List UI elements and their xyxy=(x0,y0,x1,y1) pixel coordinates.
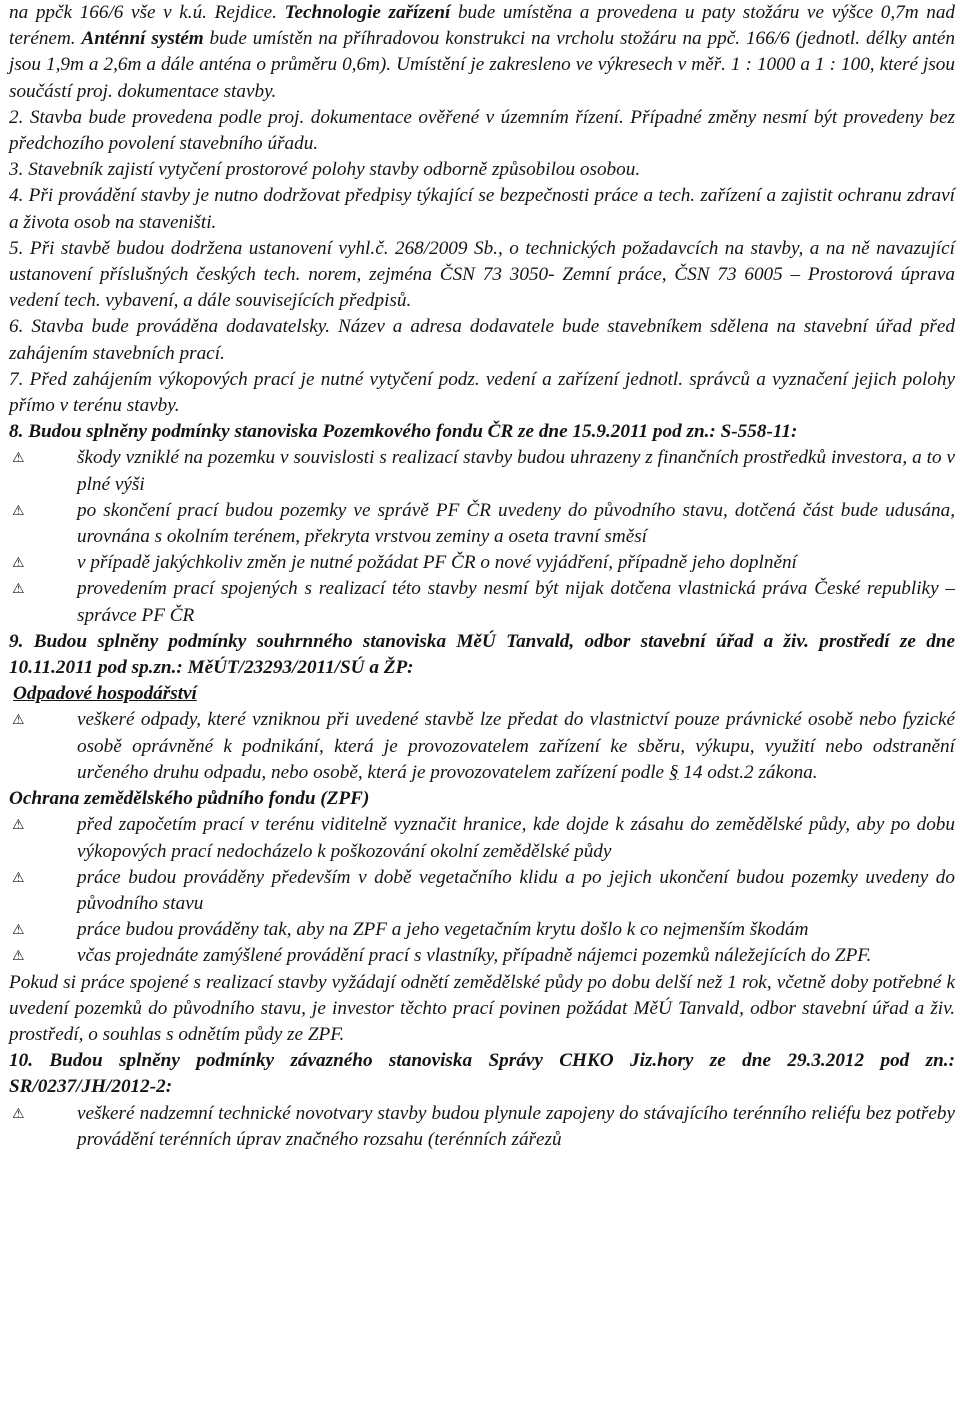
zpf-bullet-list xyxy=(9,812,955,969)
list-item-text: veškeré nadzemní technické novotvary stavby budou plynule zapojeny do stávajícího terénního reliéfu bez potřeby provádění terénních úprav značného rozsahu (terénních zářezů xyxy=(77,1102,955,1150)
document-page xyxy=(9,0,955,1153)
section-sign-link[interactable]: § xyxy=(668,761,679,783)
intro-text-bold: Anténní systém xyxy=(81,28,204,50)
list-item-text: včas projednáte zamýšlené provádění prací s vlastníky, případně nájemci pozemků náležejících do ZPF. xyxy=(77,945,872,967)
bullet-icon: ⚠ xyxy=(12,712,25,729)
condition-item-10-title: 10. Budou splněny podmínky závazného stanoviska Správy CHKO Jiz.hory ze dne 29.3.2012 pod zn.: SR/0237/JH/2012-2: xyxy=(9,1050,955,1098)
zpf-section-heading: Ochrana zemědělského půdního fondu (ZPF) xyxy=(9,788,370,810)
condition-item-5: 5. Při stavbě budou dodržena ustanovení vyhl.č. 268/2009 Sb., o technických požadavcích na stavby, a na ně navazující ustanovení příslušných českých tech. norem, zejména ČSN 73 3050- Zemní práce, ČSN 73 6005 – Prostorová úprava vedení tech. vybavení, a dále souvisejících předpisů. xyxy=(9,237,955,312)
list-item xyxy=(9,550,955,576)
condition-item-4: 4. Při provádění stavby je nutno dodržovat předpisy týkající se bezpečnosti práce a tech. zařízení a zajistit ochranu zdraví a života osob na staveništi. xyxy=(9,185,955,233)
list-item xyxy=(9,865,955,917)
bullet-icon: ⚠ xyxy=(12,869,25,886)
condition-item-2: 2. Stavba bude provedena podle proj. dokumentace ověřené v územním řízení. Případné změny nesmí být provedeny bez předchozího povolení stavebního úřadu. xyxy=(9,106,955,155)
condition-item-8-title: 8. Budou splněny podmínky stanoviska Pozemkového fondu ČR ze dne 15.9.2011 pod zn.: S-558-11: xyxy=(9,421,798,443)
bullet-icon: ⚠ xyxy=(12,502,25,519)
condition-item-6: 6. Stavba bude prováděna dodavatelsky. Název a adresa dodavatele bude stavebníkem sdělena na stavební úřad před zahájením stavebních prací. xyxy=(9,316,955,364)
condition-item-9-title: 9. Budou splněny podmínky souhrnného stanoviska MěÚ Tanvald, odbor stavební úřad a živ. prostředí ze dne 10.11.2011 pod sp.zn.: MěÚT/23293/2011/SÚ a ŽP: xyxy=(9,630,955,679)
list-item xyxy=(9,498,955,550)
list-item xyxy=(9,707,955,786)
list-item-text: práce budou prováděny především v době vegetačního klidu a po jejich ukončení budou pozemky uvedeny do původního stavu xyxy=(77,866,955,914)
list-item-text: po skončení prací budou pozemky ve správě PF ČR uvedeny do původního stavu, dotčená část bude udusána, urovnána s okolním terénem, překryta vrstvou zeminy a oseta travní směsí xyxy=(77,499,955,548)
condition-item-7: 7. Před zahájením výkopových prací je nutné vytyčení podz. vedení a zařízení jednotl. správců a vyznačení jejich polohy přímo v terénu stavby. xyxy=(9,368,955,417)
intro-text-bold: Technologie zařízení xyxy=(284,2,451,23)
intro-text: bude umístěna a provedena u paty stožáru ve výšce 0,7m nad terénem. xyxy=(9,2,956,50)
intro-text: bude umístěn na příhradovou konstrukci na vrcholu stožáru na ppč. 166/6 (jednotl. délky antén jsou 1,9m a 2,6m a dále anténa o průměru 0,6m). Umístění je zakresleno ve výkresech v měř. 1 : 1000 a 1 : 100, které jsou součástí proj. dokumentace stavby. xyxy=(9,28,955,102)
list-item-text: veškeré odpady, které vzniknou při uvedené stavbě lze předat do vlastnictví pouze právnické osobě nebo fyzické osobě oprávněné k podnikání, která je provozovatelem zařízení ke sběru, výkupu, využití nebo odstranění určeného druhu odpadu, nebo osobě, která je provozovatelem zařízení podle xyxy=(77,709,955,783)
bullet-icon: ⚠ xyxy=(12,450,25,467)
list-item-text: provedením prací spojených s realizací této stavby nesmí být nijak dotčena vlastnická práva České republiky – správce PF ČR xyxy=(77,578,955,626)
list-item xyxy=(9,445,955,497)
waste-section-heading: Odpadové hospodářství xyxy=(13,683,197,705)
bullet-icon: ⚠ xyxy=(12,948,25,965)
bullet-icon: ⚠ xyxy=(12,1105,25,1122)
bullet-icon: ⚠ xyxy=(12,922,25,939)
list-item xyxy=(9,576,955,628)
list-item xyxy=(9,917,955,943)
list-item-text: 14 odst.2 zákona. xyxy=(678,761,818,783)
item-10-bullet-list xyxy=(9,1101,955,1153)
intro-paragraph xyxy=(9,0,955,105)
bullet-icon: ⚠ xyxy=(12,555,25,572)
intro-text: na ppčk 166/6 vše v k.ú. Rejdice. xyxy=(9,2,285,23)
list-item xyxy=(9,812,955,864)
item-8-bullet-list xyxy=(9,445,955,628)
zpf-closing-paragraph: Pokud si práce spojené s realizací stavby vyžádají odnětí zemědělské půdy po dobu delší než 1 rok, včetně doby potřebné k uvedení pozemků do původního stavu, je investor těchto prací povinen požádat MěÚ Tanvald, odbor stavební úřad a živ. prostředí, o souhlas s odnětím půdy ze ZPF. xyxy=(9,971,955,1045)
list-item xyxy=(9,1101,955,1153)
bullet-icon: ⚠ xyxy=(12,581,25,598)
waste-bullet-list xyxy=(9,707,955,786)
list-item-text: v případě jakýchkoliv změn je nutné požádat PF ČR o nové vyjádření, případně jeho doplnění xyxy=(77,552,797,574)
list-item-text: před započetím prací v terénu viditelně vyznačit hranice, kde dojde k zásahu do zemědělské půdy, aby po dobu výkopových prací nedocházelo k poškozování okolní zemědělské půdy xyxy=(77,814,955,862)
list-item-text: práce budou prováděny tak, aby na ZPF a jeho vegetačním krytu došlo k co nejmenším škodám xyxy=(77,919,809,941)
bullet-icon: ⚠ xyxy=(12,817,25,834)
list-item xyxy=(9,943,955,969)
condition-item-3: 3. Stavebník zajistí vytyčení prostorové polohy stavby odborně způsobilou osobou. xyxy=(9,159,641,181)
list-item-text: škody vzniklé na pozemku v souvislosti s realizací stavby budou uhrazeny z finančních prostředků investora, a to v plné výši xyxy=(77,447,955,495)
